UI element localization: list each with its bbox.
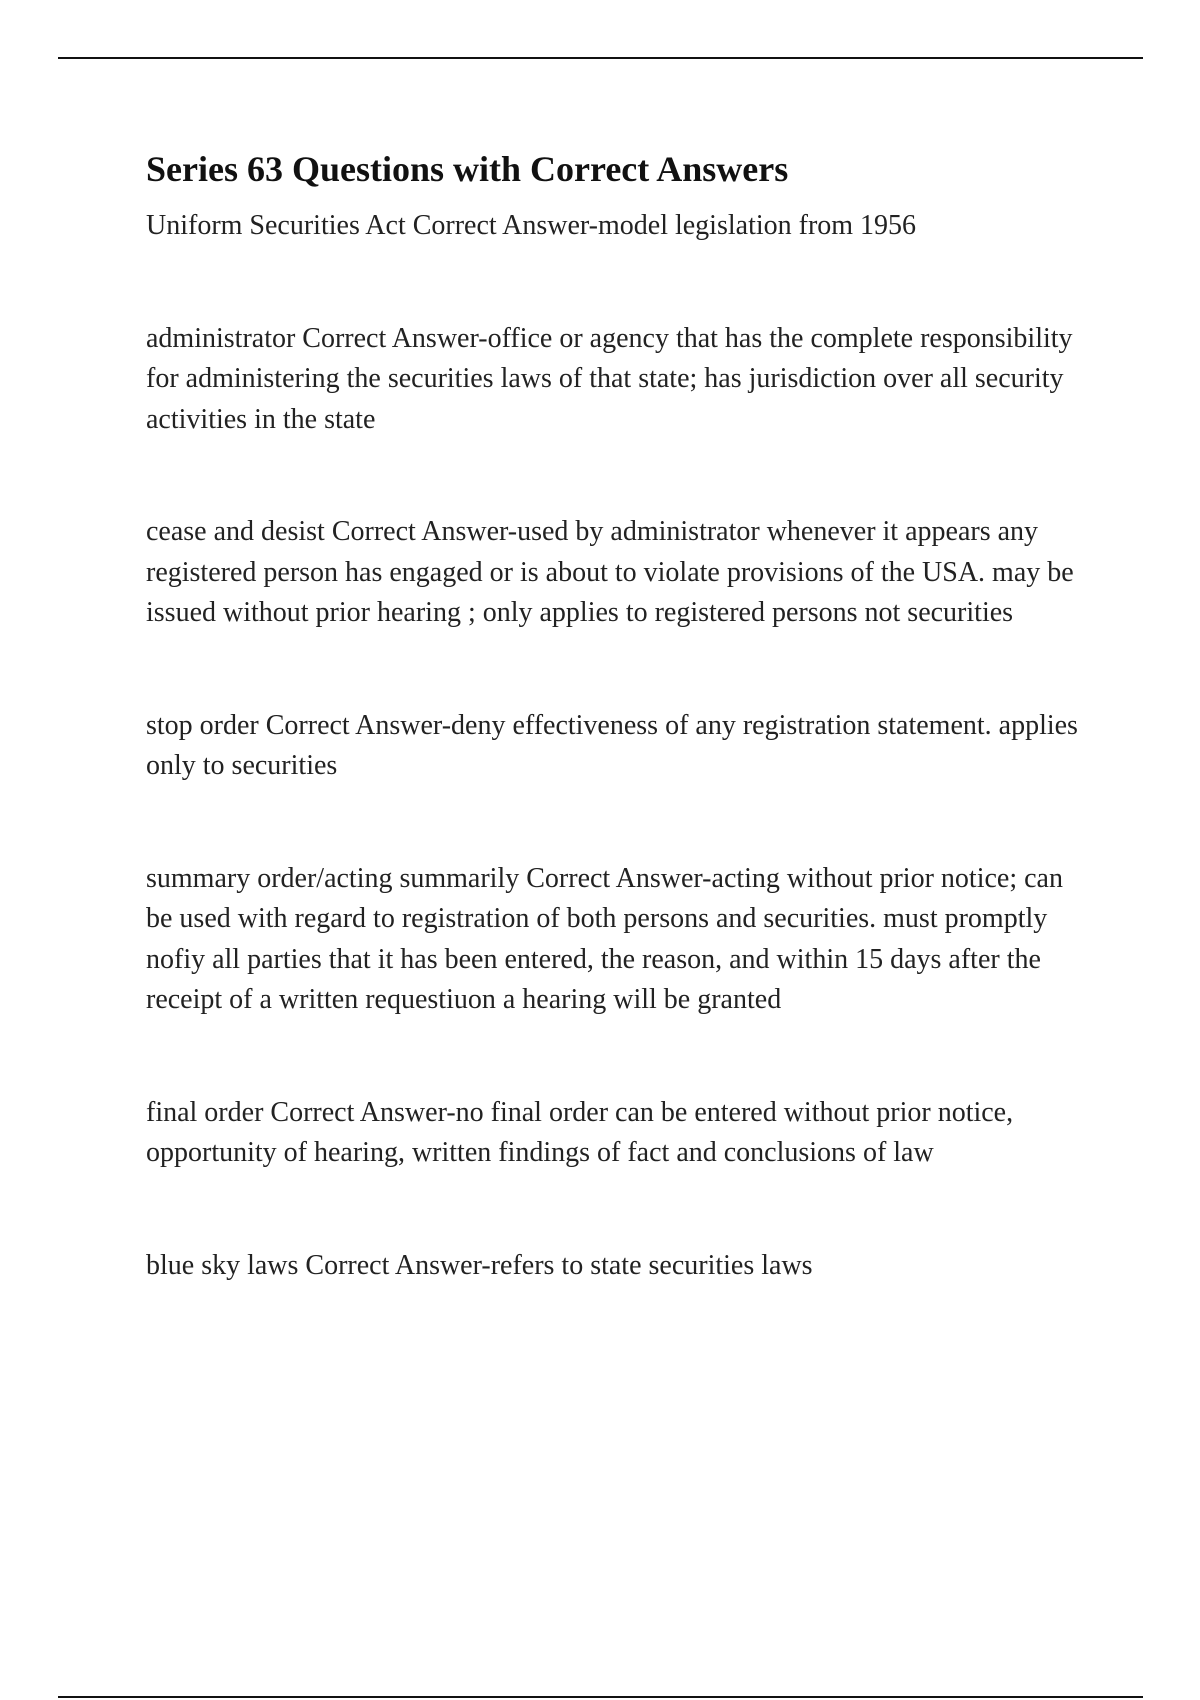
qa-entry-summary-order: summary order/acting summarily Correct Answer-acting without prior notice; can be used with regard to registration of both persons and securities. must promptly nofiy all parties that it has been entered, the reason, and within 15 days after the receipt of a written requestiuon a hearing will be granted bbox=[146, 862, 1063, 1015]
qa-entry-stop-order: stop order Correct Answer-deny effectiveness of any registration statement. applies only to securities bbox=[146, 709, 1078, 781]
qa-entry-final-order: final order Correct Answer-no final order can be entered without prior notice, opportunity of hearing, written findings of fact and conclusions of law bbox=[146, 1096, 1014, 1168]
qa-entry-blue-sky-laws: blue sky laws Correct Answer-refers to state securities laws bbox=[146, 1249, 813, 1281]
document-title: Series 63 Questions with Correct Answers bbox=[146, 149, 789, 189]
document-body bbox=[146, 147, 1086, 1286]
qa-entry-administrator: administrator Correct Answer-office or agency that has the complete responsibility for administering the securities laws of that state; has jurisdiction over all security activities in the state bbox=[146, 322, 1073, 435]
qa-entry-cease-and-desist: cease and desist Correct Answer-used by administrator whenever it appears any registered person has engaged or is about to violate provisions of the USA. may be issued without prior hearing ; only applies to registered persons not securities bbox=[146, 516, 1074, 628]
qa-entry-uniform-securities-act: Uniform Securities Act Correct Answer-model legislation from 1956 bbox=[146, 210, 917, 241]
top-rule bbox=[58, 57, 1143, 59]
bottom-rule bbox=[58, 1696, 1143, 1698]
